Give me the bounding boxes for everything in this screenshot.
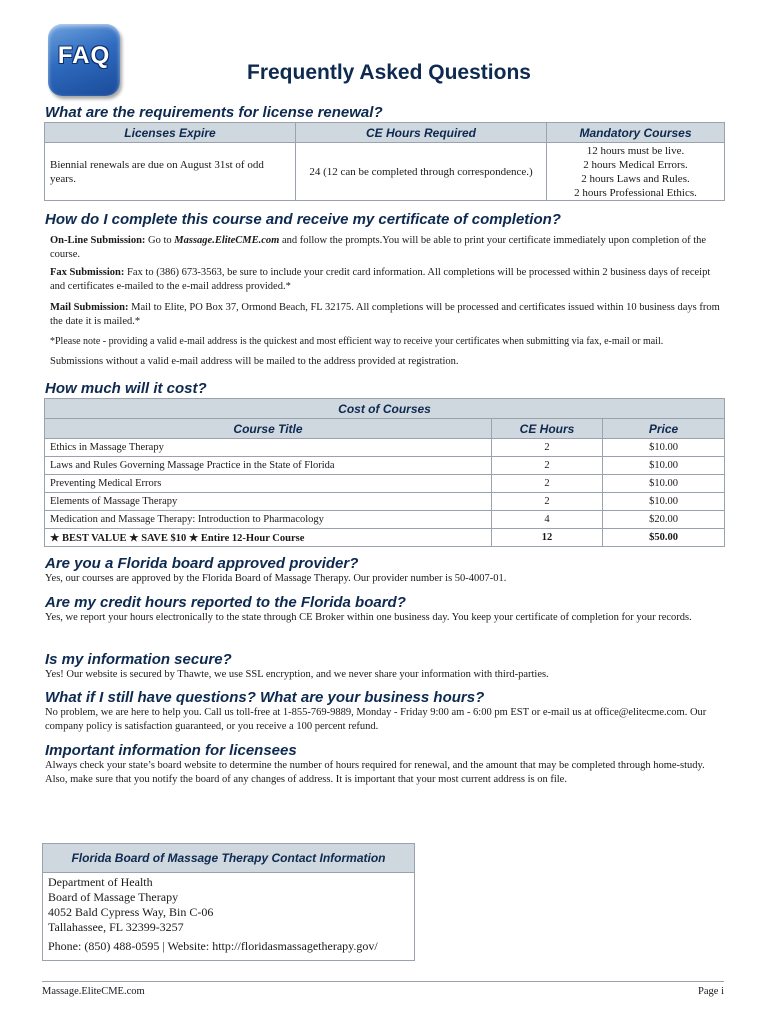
mandatory-line: 12 hours must be live. [586,144,685,157]
table-row [45,493,725,511]
footer-divider [42,981,724,982]
fax-label: Fax Submission: [50,267,125,278]
reported-text: Yes, we report your hours electronically to the state through CE Broker within one business day. You keep your certificate of completion for your records. [45,612,692,623]
best-value-text: BEST VALUE [62,532,127,544]
best-value-hours: 12 [492,529,603,547]
completion-heading: How do I complete this course and receive my certificate of completion? [45,211,561,228]
renewal-heading: What are the requirements for license renewal? [45,104,383,121]
course-price: $10.00 [603,475,725,493]
contact-title: Florida Board of Massage Therapy Contact Information [43,844,414,873]
best-value-row [45,529,725,547]
reported-heading: Are my credit hours reported to the Florida board? [45,594,406,611]
approved-text: Yes, our courses are approved by the Florida Board of Massage Therapy. Our provider number is 50-4007-01. [45,573,507,584]
course-hours: 4 [492,511,603,529]
table-row [45,511,725,529]
course-title: Laws and Rules Governing Massage Practice in the State of Florida [45,457,492,475]
course-title: Medication and Massage Therapy: Introduction to Pharmacology [45,511,492,529]
col-price: Price [603,419,725,439]
faq-logo-icon [48,24,120,96]
course-hours: 2 [492,457,603,475]
approved-heading: Are you a Florida board approved provider? [45,555,359,572]
important-heading: Important information for licensees [45,742,297,759]
best-value-label [45,529,492,547]
footer-page: Page i [698,986,724,997]
mandatory-line: 2 hours Professional Ethics. [574,186,697,199]
col-course-title: Course Title [45,419,492,439]
contact-line: 4052 Bald Cypress Way, Bin C-06 [48,905,214,919]
logo-text: FAQ [57,42,111,69]
renewal-hours: 24 (12 can be completed through correspondence.) [296,143,547,201]
contact-phone-website: Phone: (850) 488-0595 | Website: http://floridasmassagetherapy.gov/ [48,939,378,953]
important-text: Always check your state’s board website to determine the number of hours required for renewal, and the amount that may be completed through home-study. Also, make sure that you notify the board of any changes of address. It is important that your most current address is on file. [45,760,705,785]
star-icon: ★ [188,532,199,544]
online-link[interactable]: Massage.EliteCME.com [174,235,280,246]
course-price: $10.00 [603,439,725,457]
email-note-2: Submissions without a valid e-mail address will be mailed to the address provided at registration. [50,356,459,367]
cost-heading: How much will it cost? [45,380,207,397]
renewal-table [44,122,725,201]
contact-line: Board of Massage Therapy [48,890,179,904]
course-title: Ethics in Massage Therapy [45,439,492,457]
course-hours: 2 [492,439,603,457]
mandatory-line: 2 hours Medical Errors. [583,158,688,171]
entire-course-text: Entire 12-Hour Course [200,532,305,544]
course-price: $10.00 [603,493,725,511]
table-row [45,457,725,475]
best-value-price: $50.00 [603,529,725,547]
col-ce-hours: CE Hours [492,419,603,439]
mail-text: Mail to Elite, PO Box 37, Ormond Beach, FL 32175. All completions will be processed and certificates issued within 10 business days from the date it is mailed.* [50,302,720,327]
star-icon: ★ [129,532,139,544]
course-price: $10.00 [603,457,725,475]
table-row [45,475,725,493]
contact-line: Tallahassee, FL 32399-3257 [48,920,184,934]
online-text: and follow the prompts.You will be able to print your certificate immediately upon completion of the course. [50,235,707,260]
questions-text: No problem, we are here to help you. Call us toll-free at 1-855-769-9889, Monday - Friday 9:00 am - 6:00 pm EST or e-mail us at office@elitecme.com. Our company policy is satisfaction guaranteed, or you receive a 100 percent refund. [45,707,707,732]
table-row [45,439,725,457]
online-pre: Go to [148,235,172,246]
col-mandatory: Mandatory Courses [547,123,725,143]
contact-line: Department of Health [48,875,153,889]
mail-submission [50,301,720,329]
fax-submission [50,266,720,294]
course-title: Elements of Massage Therapy [45,493,492,511]
footer-site: Massage.EliteCME.com [42,986,145,997]
renewal-mandatory [547,143,725,201]
online-submission [50,234,720,262]
secure-text: Yes! Our website is secured by Thawte, we use SSL encryption, and we never share your information with third-parties. [45,669,549,680]
fax-text: Fax to (386) 673-3563, be sure to include your credit card information. All completions will be processed within 2 business days of receipt and certificates e-mailed to the e-mail address provided.* [50,267,711,292]
save-text: SAVE $10 [141,532,187,544]
col-ce-hours: CE Hours Required [296,123,547,143]
contact-box [42,843,415,961]
page-title: Frequently Asked Questions [247,61,531,84]
cost-table-title: Cost of Courses [45,399,725,419]
questions-heading: What if I still have questions? What are your business hours? [45,689,485,706]
email-note: *Please note - providing a valid e-mail address is the quickest and most efficient way to receive your certificates when submitting via fax, e-mail or mail. [50,336,664,347]
mandatory-line: 2 hours Laws and Rules. [581,172,690,185]
secure-heading: Is my information secure? [45,651,232,668]
course-price: $20.00 [603,511,725,529]
cost-table [44,398,725,547]
mail-label: Mail Submission: [50,302,129,313]
col-licenses-expire: Licenses Expire [45,123,296,143]
renewal-expire: Biennial renewals are due on August 31st of odd years. [45,143,296,201]
course-hours: 2 [492,493,603,511]
online-label: On-Line Submission: [50,235,146,246]
course-hours: 2 [492,475,603,493]
star-icon: ★ [50,532,60,544]
course-title: Preventing Medical Errors [45,475,492,493]
